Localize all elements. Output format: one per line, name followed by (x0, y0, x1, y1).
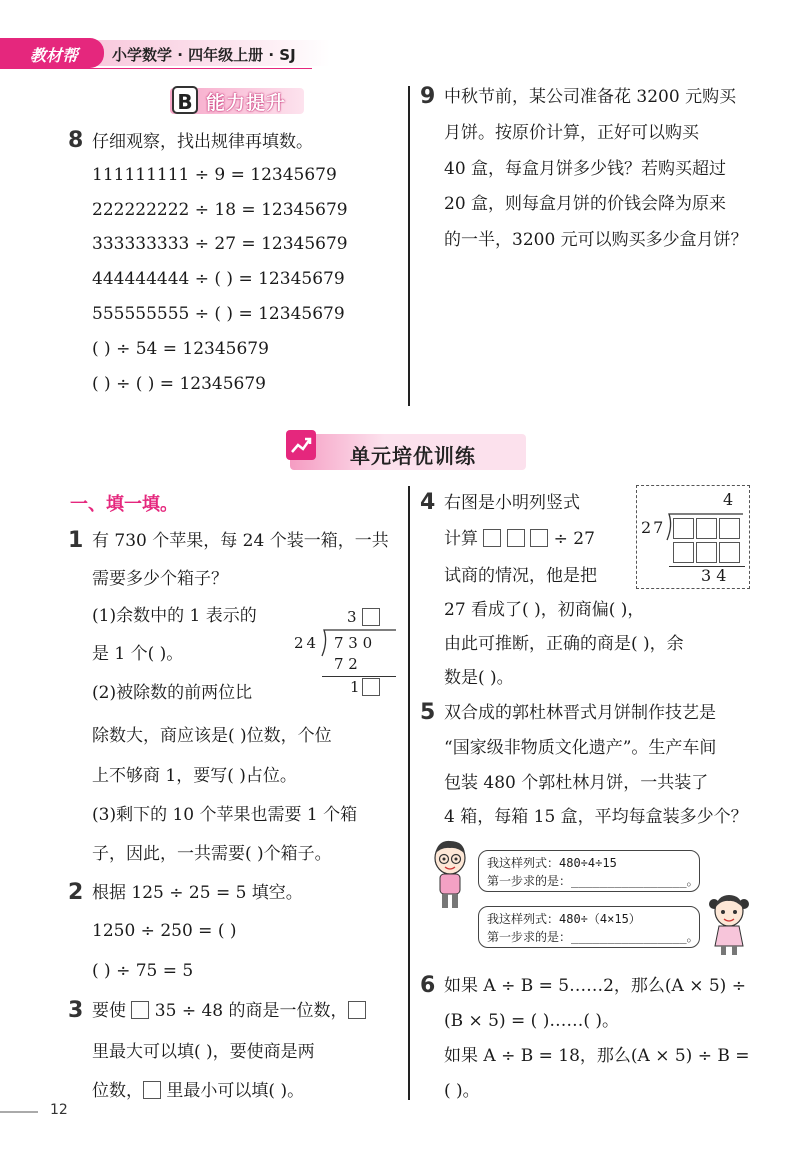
q3-line-1-mid: 35 ÷ 48 的商是一位数， (149, 1001, 348, 1021)
q9-line-4: 20 盒，则每盒月饼的价钱会降为原来 (444, 194, 727, 214)
q3-line-3-post: 里最小可以填( )。 (161, 1081, 305, 1101)
q8-line-5: 555555555 ÷ ( ) = 12345679 (92, 304, 345, 324)
q1-product: 7 2 (334, 655, 358, 673)
q2-number: 2 (68, 880, 84, 905)
q4-line-3: 试商的情况，他是把 (444, 566, 597, 586)
q5-line-1: 双合成的郭杜林晋式月饼制作技艺是 (444, 703, 716, 723)
q8-line-4: 444444444 ÷ ( ) = 12345679 (92, 269, 345, 289)
q6-line-4: ( )。 (444, 1081, 480, 1101)
q9-line-1: 中秋节前，某公司准备花 3200 元购买 (444, 87, 737, 107)
boy-illustration (428, 838, 472, 912)
q4-line-2-pre: 计算 (444, 529, 478, 549)
q1-remainder-box (362, 678, 380, 696)
page-number: 12 (50, 1102, 68, 1118)
q4-division-figure (636, 485, 750, 589)
q4-grid-box-5 (696, 542, 717, 563)
column-divider-bottom (408, 486, 410, 1100)
speech-bubble-1 (478, 850, 700, 892)
speech-bubble-2 (478, 906, 700, 948)
q4-line-1: 右图是小明列竖式 (444, 493, 580, 513)
q3-line-1 (92, 1000, 366, 1022)
q1-dividend: 7 3 0 (334, 634, 373, 652)
q3-line-1-pre: 要使 (92, 1001, 126, 1021)
header-brand: 教材帮 (30, 46, 79, 65)
q9-number: 9 (420, 84, 436, 109)
q9-line-3: 40 盒，每盒月饼多少钱？若购买超过 (444, 159, 727, 179)
q1-quotient-box (362, 608, 380, 626)
header-underline (0, 68, 312, 69)
q4-number: 4 (420, 490, 436, 515)
header-book-title: 小学数学 · 四年级上册 · SJ (112, 46, 296, 64)
q1-line-3: (1)余数中的 1 表示的 (92, 606, 257, 626)
section-b-badge: B (172, 86, 198, 114)
q4-box-1 (483, 529, 501, 547)
q1-quotient: 3 (347, 608, 357, 626)
q6-line-1: 如果 A ÷ B = 5……2，那么(A × 5) ÷ (444, 976, 746, 996)
q1-line-6: 除数大，商应该是( )位数，个位 (92, 726, 332, 746)
q1-line-1: 有 730 个苹果，每 24 个装一箱，一共 (92, 531, 389, 551)
q6-line-2: (B × 5) = ( )……( )。 (444, 1011, 620, 1031)
trend-icon (286, 430, 316, 460)
q8-line-6: ( ) ÷ 54 = 12345679 (92, 339, 269, 359)
q5-number: 5 (420, 700, 436, 725)
q4-divisor: 27 (641, 518, 666, 537)
part1-title: 一、填一填。 (70, 494, 178, 515)
q3-line-3-pre: 位数， (92, 1081, 143, 1101)
q4-line-2 (444, 528, 595, 550)
q1-line-7: 上不够商 1，要写( )占位。 (92, 766, 297, 786)
bubble-1-line-2: 第一步求的是：________________。 (487, 874, 699, 888)
q1-line-5: (2)被除数的前两位比 (92, 683, 253, 703)
q4-quotient: 4 (723, 490, 734, 509)
q4-grid-box-6 (719, 542, 740, 563)
q9-line-2: 月饼。按原价计算，正好可以购买 (444, 123, 699, 143)
q4-box-2 (507, 529, 525, 547)
girl-illustration (708, 892, 750, 956)
q4-grid-box-3 (719, 518, 740, 539)
q5-line-2: “国家级非物质文化遗产”。生产车间 (444, 738, 717, 758)
q2-line-2: 1250 ÷ 250 = ( ) (92, 921, 237, 941)
q8-number: 8 (68, 128, 84, 153)
q1-number: 1 (68, 528, 84, 553)
q1-line-2: 需要多少个箱子？ (92, 569, 228, 589)
q4-line-2-post: ÷ 27 (548, 529, 595, 549)
q4-grid-box-4 (673, 542, 694, 563)
q1-line-4: 是 1 个( )。 (92, 644, 184, 664)
bubble-1-line-1: 我这样列式：480÷4÷15 (487, 856, 617, 870)
q8-line-1: 111111111 ÷ 9 = 12345679 (92, 165, 337, 185)
bubble-2-line-1: 我这样列式：480÷（4×15） (487, 912, 641, 926)
q2-line-3: ( ) ÷ 75 = 5 (92, 961, 194, 981)
q5-line-4: 4 箱，每箱 15 盒，平均每盒装多少个？ (444, 807, 748, 827)
q4-line-5: 由此可推断，正确的商是( )，余 (444, 634, 684, 654)
q4-grid-box-2 (696, 518, 717, 539)
unit-banner-title: 单元培优训练 (350, 444, 476, 468)
q3-line-2: 里最大可以填( )，要使商是两 (92, 1042, 315, 1062)
q4-box-3 (530, 529, 548, 547)
q3-blank-box-2 (348, 1001, 366, 1019)
q8-line-2: 222222222 ÷ 18 = 12345679 (92, 200, 348, 220)
q9-line-5: 的一半，3200 元可以购买多少盒月饼？ (444, 230, 748, 250)
q3-blank-box-3 (143, 1081, 161, 1099)
q1-long-division (290, 606, 398, 698)
q6-number: 6 (420, 973, 436, 998)
q8-line-3: 333333333 ÷ 27 = 12345679 (92, 234, 348, 254)
q1-line-9: 子，因此，一共需要( )个箱子。 (92, 844, 332, 864)
q4-line-6: 数是( )。 (444, 668, 514, 688)
section-b-title: 能力提升 (206, 92, 287, 114)
q8-line-7: ( ) ÷ ( ) = 12345679 (92, 374, 266, 394)
q1-product-line (322, 676, 396, 677)
q5-line-3: 包装 480 个郭杜林月饼，一共装了 (444, 773, 709, 793)
q3-number: 3 (68, 998, 84, 1023)
q2-line-1: 根据 125 ÷ 25 = 5 填空。 (92, 883, 303, 903)
footer-rule (0, 1111, 38, 1113)
q1-line-8: (3)剩下的 10 个苹果也需要 1 个箱 (92, 805, 358, 825)
q6-line-3: 如果 A ÷ B = 18，那么(A × 5) ÷ B = (444, 1046, 750, 1066)
bubble-2-line-2: 第一步求的是：________________。 (487, 930, 699, 944)
q1-divisor: 24 (294, 634, 320, 652)
q3-blank-box-1 (131, 1001, 149, 1019)
q4-line-4: 27 看成了( )，初商偏( )， (444, 600, 645, 620)
q3-line-3 (92, 1080, 304, 1102)
q4-grid-box-1 (673, 518, 694, 539)
q4-product: 3 4 (701, 566, 727, 585)
column-divider-top (408, 86, 410, 406)
q1-remainder: 1 (350, 678, 360, 696)
q8-stem: 仔细观察，找出规律再填数。 (92, 132, 313, 152)
